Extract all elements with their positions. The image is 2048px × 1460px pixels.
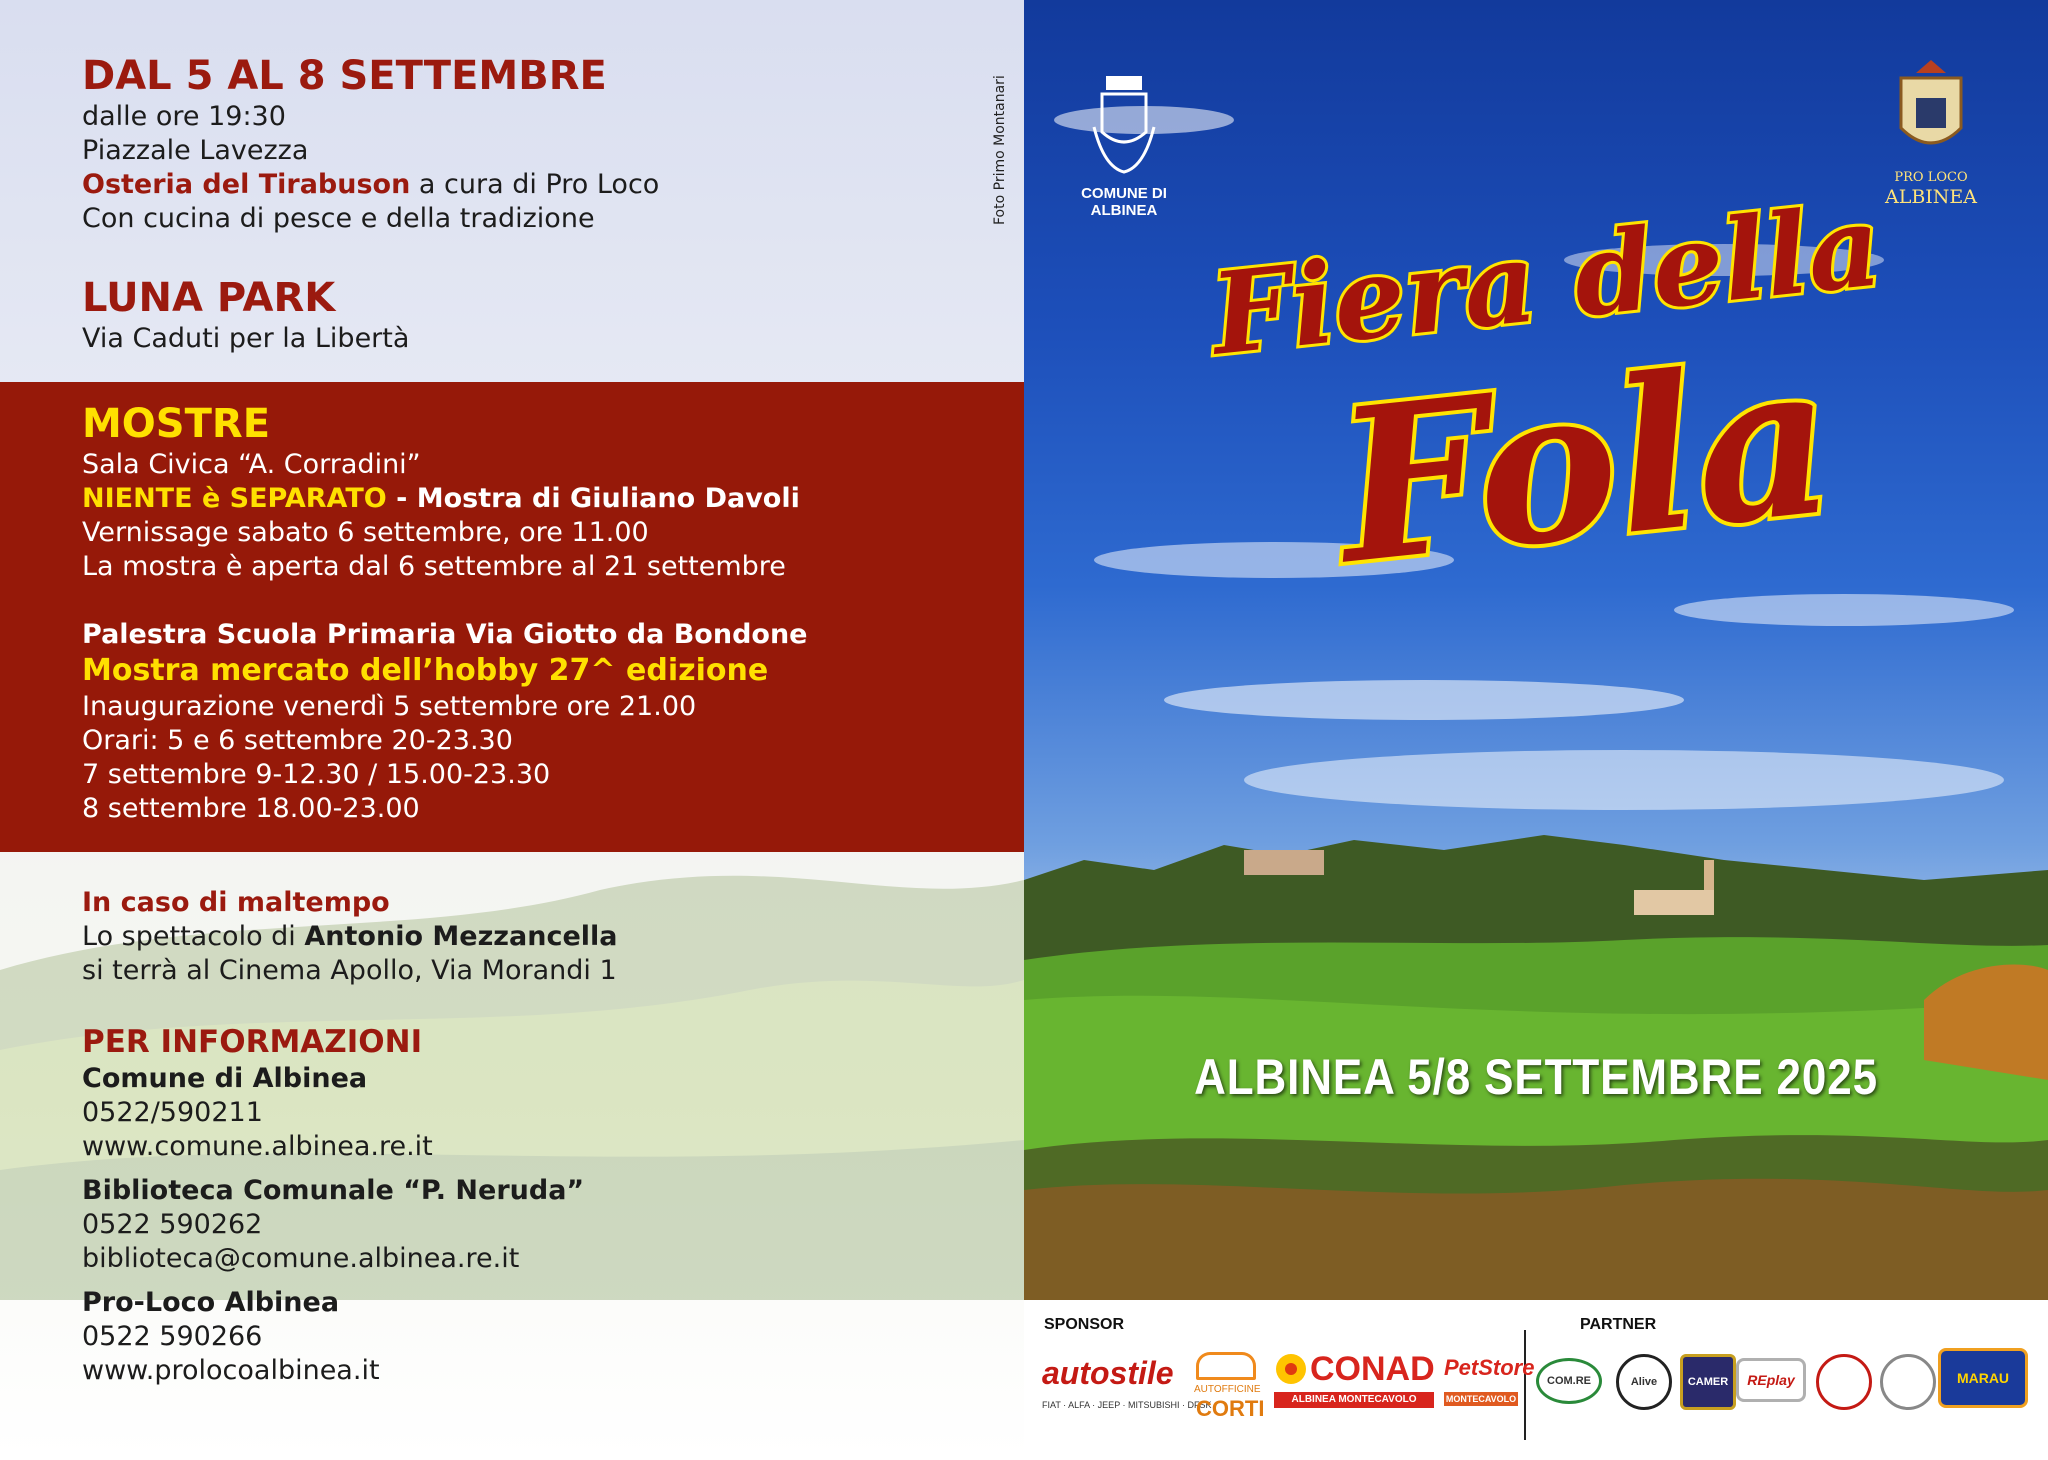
event-dates: ALBINEA 5/8 SETTEMBRE 2025 — [1194, 1049, 1878, 1105]
luna-park-heading: LUNA PARK — [82, 275, 336, 321]
cuisine-line: Con cucina di pesce e della tradizione — [82, 203, 595, 234]
weather-heading: In caso di maltempo — [82, 887, 390, 918]
hours-line: 7 settembre 9-12.30 / 15.00-23.30 — [82, 759, 551, 790]
title-line-2: Fola — [1327, 313, 1844, 612]
mostre-band — [0, 382, 1024, 852]
partner-logo: COM.RE — [1536, 1358, 1602, 1404]
open-dates-line: La mostra è aperta dal 6 settembre al 21 settembre — [82, 551, 786, 582]
cover-panel — [1024, 0, 2048, 1460]
exhibit-title: NIENTE è SEPARATO — [82, 483, 387, 514]
conad-flower-icon — [1274, 1352, 1308, 1386]
vernissage-line: Vernissage sabato 6 settembre, ore 11.00 — [82, 517, 649, 548]
osteria-suffix: a cura di Pro Loco — [410, 169, 660, 200]
contact-phone: 0522/590211 — [82, 1097, 263, 1128]
partner-logo: MARAU — [1938, 1348, 2028, 1408]
conad-logo: CONAD — [1310, 1350, 1435, 1388]
weather-line-1 — [82, 920, 618, 954]
weather-line-2: si terrà al Cinema Apollo, Via Morandi 1 — [82, 955, 617, 986]
partner-logo: Alive — [1616, 1354, 1672, 1410]
osteria-name: Osteria del Tirabuson — [82, 169, 411, 200]
hours-line: Orari: 5 e 6 settembre 20-23.30 — [82, 725, 513, 756]
autostile-logo: autostile — [1042, 1355, 1174, 1391]
photo-credit: Foto Primo Montanari — [992, 75, 1008, 225]
weather-prefix: Lo spettacolo di — [82, 921, 305, 952]
weather-section — [82, 886, 618, 988]
sponsor-strip — [1024, 1300, 2048, 1460]
event-title — [1024, 0, 2048, 620]
partner-logo — [1816, 1354, 1872, 1410]
hobby-venue: Palestra Scuola Primaria Via Giotto da Bondone — [82, 619, 808, 650]
contact-web[interactable]: www.comune.albinea.re.it — [82, 1131, 433, 1162]
hours-line: 8 settembre 18.00-23.00 — [82, 793, 420, 824]
contact-email[interactable]: biblioteca@comune.albinea.re.it — [82, 1243, 520, 1274]
proloco-caption-bottom: ALBINEA — [1884, 186, 1978, 208]
luna-park-address: Via Caduti per la Libertà — [82, 323, 410, 354]
mostre-section — [82, 400, 800, 584]
intro-section — [82, 52, 659, 236]
exhibit-author: - Mostra di Giuliano Davoli — [386, 483, 800, 514]
osteria-line — [82, 168, 659, 202]
intro-heading: DAL 5 AL 8 SETTEMBRE — [82, 53, 607, 99]
hobby-section — [82, 618, 808, 826]
autostile-brands: FIAT · ALFA · JEEP · MITSUBISHI · DFSK — [1042, 1400, 1212, 1410]
contact-phone: 0522 590262 — [82, 1209, 263, 1240]
inauguration-line: Inaugurazione venerdì 5 settembre ore 21.00 — [82, 691, 697, 722]
corti-top: AUTOFFICINE — [1194, 1384, 1261, 1395]
intro-time: dalle ore 19:30 — [82, 101, 286, 132]
conad-sub: ALBINEA MONTECAVOLO — [1274, 1392, 1434, 1408]
mostre-venue: Sala Civica “A. Corradini” — [82, 449, 421, 480]
partner-logo — [1880, 1354, 1936, 1410]
contact-phone: 0522 590266 — [82, 1321, 263, 1352]
contact-web[interactable]: www.prolocoalbinea.it — [82, 1355, 380, 1386]
hobby-title: Mostra mercato dell’hobby 27^ edizione — [82, 653, 769, 688]
intro-place: Piazzale Lavezza — [82, 135, 309, 166]
partner-logo: CAMER — [1680, 1354, 1736, 1410]
sponsor-divider — [1524, 1330, 1526, 1440]
comune-caption: COMUNE DI ALBINEA — [1081, 185, 1167, 219]
partner-label: PARTNER — [1580, 1316, 1657, 1333]
contact-name: Biblioteca Comunale “P. Neruda” — [82, 1175, 585, 1206]
contact-name: Comune di Albinea — [82, 1063, 368, 1094]
title-line-1: Fiera della — [1205, 180, 1887, 381]
corti-car-icon — [1196, 1352, 1256, 1380]
petstore-sub: MONTECAVOLO — [1445, 1394, 1517, 1404]
petstore-logo: PetStore — [1444, 1355, 1535, 1380]
exhibit-line — [82, 482, 800, 516]
info-section — [82, 1022, 584, 1388]
proloco-caption-top: PRO LOCO — [1894, 170, 1968, 185]
info-heading: PER INFORMAZIONI — [82, 1024, 423, 1060]
performer-name: Antonio Mezzancella — [304, 921, 618, 952]
sponsor-label: SPONSOR — [1044, 1316, 1125, 1333]
partner-logo: REplay — [1736, 1358, 1806, 1402]
contact-name: Pro-Loco Albinea — [82, 1287, 340, 1318]
mostre-heading: MOSTRE — [82, 401, 271, 447]
luna-park-section — [82, 274, 409, 356]
corti-logo: CORTI — [1196, 1396, 1265, 1421]
